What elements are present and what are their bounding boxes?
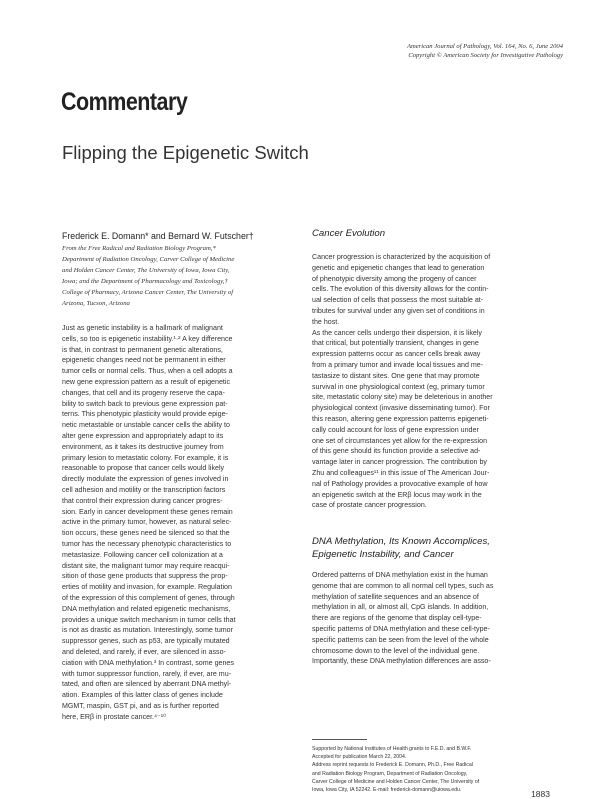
text-line: tumor cells or normal cells. Thus, when a cell adopts a [62, 367, 233, 376]
text-line: changes, that cell and its progeny reserve the capa- [62, 388, 225, 397]
footnote-line: Accepted for publication March 22, 2004. [312, 754, 407, 761]
text-line: reasonable to propose that cancer cells would likely [62, 464, 225, 473]
section-label: Commentary [61, 88, 188, 116]
text-line: of phenotypic diversity among the progeny of cancer [312, 274, 477, 283]
text-line: erties of motility and invasion, for example. Regulation [62, 583, 232, 592]
article-title: Flipping the Epigenetic Switch [62, 142, 309, 163]
text-line: terns. This phenotypic plasticity would provide epige- [62, 410, 228, 419]
text-line: this reason, altering gene expression patterns epigeneti- [312, 414, 489, 423]
text-line: bility to switch back to previous gene expression pat- [62, 399, 228, 408]
heading-line: DNA Methylation, Its Known Accomplices, [312, 536, 490, 547]
text-line: ciation with DNA methylation.³ In contrast, some genes [62, 658, 234, 667]
page-number: 1883 [531, 789, 550, 799]
affiliation-line: From the Free Radical and Radiation Biology Program,* [62, 245, 216, 252]
text-line: ual selection of cells that possess the most suitable at- [312, 296, 484, 305]
text-line: the host. [312, 317, 340, 326]
text-line: methylation in all, or almost all, CpG islands. In addition, [312, 603, 489, 612]
text-line: here, ERβ in prostate cancer.⁴⁻¹⁰ [62, 712, 167, 721]
text-line: new gene expression pattern as a result of epigenetic [62, 377, 230, 386]
text-line: netic metastable or unstable cancer cells the ability to [62, 421, 230, 430]
text-line: tated, and often are silenced by aberrant DNA methyl- [62, 680, 232, 689]
text-line: chromosome down to the level of the individual gene. [312, 646, 480, 655]
text-line: site, metastatic colony site) may be deleterious in another [312, 393, 493, 402]
text-line: Cancer progression is characterized by the acquisition of [312, 253, 491, 261]
text-line: Ordered patterns of DNA methylation exist in the human [312, 571, 488, 579]
right-column-text-1 [312, 252, 550, 511]
affiliation-line: and Holden Cancer Center, The University of Iowa, Iowa City, [62, 267, 230, 275]
footnote-line: Iowa, Iowa City, IA 52242. E-mail: frederick-domann@uiowa.edu. [312, 787, 462, 794]
affiliation-line: Arizona, Tucson, Arizona [62, 300, 130, 308]
text-line: survival in one physiological context (eg, primary tumor [312, 382, 485, 391]
text-line: case of prostate cancer progression. [312, 501, 427, 510]
text-line: suppressor genes, such as p53, are typically mutated [62, 637, 230, 646]
text-line: nal of Pathology provides a provocative example of how [312, 479, 488, 488]
text-line: Just as genetic instability is a hallmark of malignant [62, 324, 223, 332]
footnote-block [312, 745, 552, 794]
text-line: sion. Early in cancer development these genes remain [62, 507, 233, 516]
text-line: one set of circumstances yet allow for the re-expression [312, 436, 488, 445]
text-line: tributes for survival under any given set of conditions in [312, 306, 485, 315]
text-line: DNA methylation and related epigenetic mechanisms, [62, 604, 231, 613]
footnote-line: and Radiation Biology Program, Department of Radiation Oncology, [312, 770, 468, 777]
text-line: physiological context (invasive disseminating tumor). For [312, 404, 490, 413]
text-line: genome that are common to all normal cell types, such as [312, 581, 494, 590]
text-line: distant site, the malignant tumor may require reacqui- [62, 561, 230, 570]
text-line: of this gene should its function provide a selective ad- [312, 447, 481, 456]
text-line: tumor has the necessary phenotypic characteristics to [62, 539, 232, 548]
affiliation-line: Iowa; and the Department of Pharmacology and Toxicology,† [62, 278, 228, 286]
text-line: cell adhesion and motility or the transcription factors [62, 485, 226, 494]
journal-citation: American Journal of Pathology, Vol. 164, No. 6, June 2004 [406, 43, 563, 50]
text-line: environment, as it takes its destructive journey from [62, 442, 224, 451]
text-line: is that, in contrast to permanent genetic alterations, [62, 345, 223, 354]
heading-line: Epigenetic Instability, and Cancer [312, 548, 454, 560]
right-column-text-2 [312, 570, 550, 667]
left-column-text [62, 323, 292, 722]
text-line: active in the primary tumor, however, as natural selec- [62, 518, 232, 527]
text-line: expression patterns occur as cancer cells break away [312, 350, 481, 359]
text-line: with tumor suppressor function, rarely, if ever, are mu- [62, 669, 231, 678]
text-line: cells, so too is epigenetic instability.¹·² A key difference [62, 334, 233, 343]
text-line: metastasize. Following cancer cell colonization at a [62, 550, 223, 559]
text-line: an epigenetic switch at the ERβ locus may work in the [312, 490, 482, 499]
footnote-line: Carver College of Medicine and Holden Cancer Center, The University of [312, 778, 480, 785]
footnote-divider [312, 739, 367, 740]
text-line: specific patterns can be seen from the level of the whole [312, 635, 489, 644]
text-line: specific patterns of DNA methylation and these cell-type- [312, 624, 490, 633]
text-line: vantage later in cancer progression. The contribution by [312, 458, 487, 467]
text-line: of the expression of this complement of genes, through [62, 593, 235, 602]
text-line: methylation of satellite sequences and an absence of [312, 592, 479, 601]
text-line: there are regions of the genome that display cell-type- [312, 614, 482, 623]
text-line: provides a unique switch mechanism in tumor cells that [62, 615, 236, 624]
footnote-line: Address reprint requests to Frederick E. Domann, Ph.D., Free Radical [312, 762, 473, 769]
text-line: that control their expression during cancer progres- [62, 496, 223, 505]
author-line: Frederick E. Domann* and Bernard W. Futscher† [62, 231, 254, 241]
text-line: that critical, but potentially transient, changes in gene [312, 339, 479, 348]
text-line: tastasize to distant sites. One gene that may promote [312, 371, 480, 380]
text-line: ation. Examples of this latter class of genes include [62, 691, 223, 700]
text-line: epigenetic changes need not be permanent in either [62, 356, 226, 365]
running-header [263, 42, 563, 60]
footnote-line: Supported by National Institutes of Health grants to F.E.D. and B.W.F. [312, 746, 472, 752]
text-line: As the cancer cells undergo their dispersion, it is likely [312, 328, 482, 337]
affiliation-block [62, 243, 296, 310]
text-line: sition of those gene products that suppress the prop- [62, 572, 228, 581]
affiliation-line: Department of Radiation Oncology, Carver College of Medicine [62, 256, 235, 264]
copyright-line: Copyright © American Society for Investigative Pathology [408, 52, 563, 59]
text-line: primary lesion to metastatic colony. For example, it is [62, 453, 229, 462]
text-line: Zhu and colleagues¹¹ in this issue of The American Jour- [312, 468, 490, 477]
affiliation-line: College of Pharmacy, Arizona Cancer Center, The University of [62, 289, 234, 297]
text-line: alter gene expression and appropriately adapt to its [62, 431, 224, 440]
section-heading-dna-methylation [312, 536, 552, 561]
text-line: from a primary tumor and invade local tissues and me- [312, 360, 484, 369]
text-line: Importantly, these DNA methylation differences are asso- [312, 657, 491, 666]
text-line: directly modulate the expression of genes involved in [62, 475, 229, 484]
text-line: genetic and epigenetic changes that lead to generation [312, 263, 485, 272]
text-line: and deleted, and rarely, if ever, are silenced in asso- [62, 647, 226, 656]
text-line: is not as drastic as mutation. Interestingly, some tumor [62, 626, 233, 635]
text-line: cally could account for loss of gene expression under [312, 425, 479, 434]
text-line: cells. The evolution of this diversity allows for the contin- [312, 285, 489, 294]
text-line: tion occurs, these genes need be silenced so that the [62, 529, 230, 538]
text-line: MGMT, maspin, GST pi, and as is further reported [62, 701, 219, 710]
section-heading-cancer-evolution: Cancer Evolution [312, 228, 386, 239]
